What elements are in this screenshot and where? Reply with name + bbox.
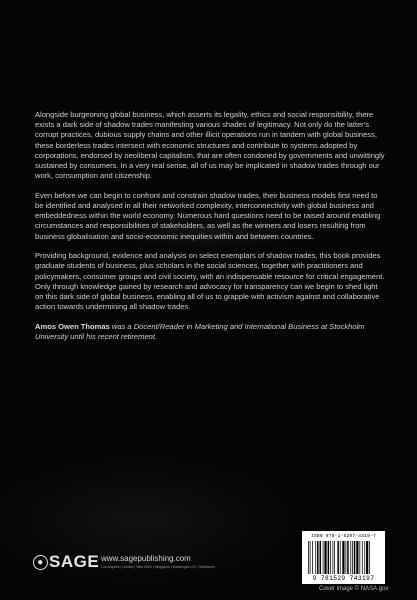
sage-logo: ● SAGE <box>33 552 99 572</box>
barcode-digits: 9 781529 743197 <box>312 575 375 582</box>
publisher-block <box>33 552 223 582</box>
publisher-url[interactable]: www.sagepublishing.com <box>101 554 191 563</box>
author-bio <box>35 322 385 342</box>
blurb-paragraph-1: Alongside burgeoning global business, which asserts its legality, ethics and social responsibility, there exists a dark side of shadow trades manifesting various shades of legitimacy. Not only do the latter's corrupt practices, dubious supply chains and other illicit operations run in tandem with global business, these borderless trades intersect with economic structures and contribute to systems adopted by corporations, endorsed by neoliberal capitalism, that are often condoned by governments and unwittingly sustained by consumers. In a very real sense, all of us may be implicated in shadow trades through our work, consumption and citizenship. <box>35 110 385 181</box>
publisher-cities: Los Angeles | London | New Delhi | Singapore | Washington DC | Melbourne <box>101 565 216 569</box>
author-description: was a Docent/Reader in Marketing and International Business at Stockholm University until his recent retirement. <box>35 321 365 342</box>
author-name: Amos Owen Thomas <box>35 321 110 331</box>
cover-credit: Cover image © NASA.gov <box>319 586 389 592</box>
blurb-text <box>35 110 385 352</box>
blurb-paragraph-2: Even before we can begin to confront and constrain shadow trades, their business models first need to be identified and analysed in all their networked complexity, interconnectivity with global business and embeddedness within the world economy. Numerous hard questions need to be raised around enabling circumstances and responsibilities of stakeholders, as well as the winners and losers resulting from business globalisation and socio-economic inequities within and between countries. <box>35 190 381 241</box>
blurb-paragraph-3: Providing background, evidence and analysis on select exemplars of shadow trades, this book provides graduate students of business, plus scholars in the social sciences, together with practitioners and policymakers, consumer groups and civil society, with an indispensable resource for critical engagement. Only through knowledge gained by research and advocacy for transparency can we begin to shed light on this dark side of global business, enabling all of us to grapple with activism against and collaborative action towards undermining all shadow trades. <box>35 251 385 312</box>
isbn-label: ISBN 978-1-5297-4319-7 <box>310 534 377 539</box>
isbn-barcode <box>302 531 385 584</box>
barcode-icon <box>308 541 379 574</box>
sage-circle-icon: ● <box>33 555 48 570</box>
